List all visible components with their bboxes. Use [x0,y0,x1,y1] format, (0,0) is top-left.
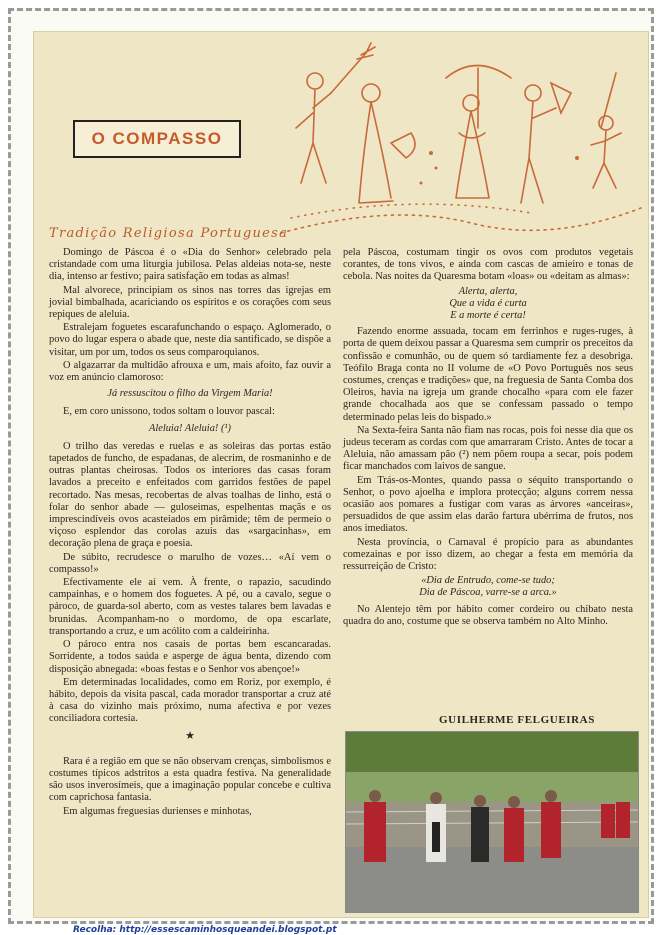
paragraph: Fazendo enorme assuada, tocam em ferrinhos e ruges-ruges, à porta de quem deixou passar a Quaresma sem cumprir os preceitos da confissão e comunhão, ou de quem só tardiamente fez a desobriga. Teófilo Braga conta no II volume de «O Povo Português nos seus costumes, crenças e tradições» que, na freguesia de Santa Comba dos Oleiros, havia na igreja um grande chocalho «para com ele fazer grande chocalhada aos que se confessam passado o tempo determinado pelas leis do bispado.» [343,326,633,423]
paragraph: Efectivamente ele aí vem. À frente, o rapazio, sacudindo campainhas, e o homem dos foguetes. A pé, ou a cavalo, segue o pároco, de guarda-sol aberto, com as vestes talares bem lavadas e brunidas. Acompanham-no o mordomo, de opa escarlate, transportando a cruz, e um acólito com a caldeirinha. [49,577,331,637]
paragraph: Em determinadas localidades, como em Roriz, por exemplo, é hábito, depois da visita pascal, cada morador transportar a cruz até à casa do vizinho mais próximo, numa afectiva e por vezes conciliadora cortesia. [49,676,331,725]
article-subtitle: Tradição Religiosa Portuguesa [49,226,289,241]
paragraph: Em Trás-os-Montes, quando passa o séquito transportando o Senhor, o povo ajoelha e implora protecção; alguns correm nessa ocasião aos pomares a fustigar com varas as árvores «anceiras», persuadidos de que assim elas darão fartura ubérrima de frutos, nos anos imediatos. [343,474,633,535]
paragraph: Na Sexta-feira Santa não fiam nas rocas, pois foi nesse dia que os judeus teceram as cordas com que amarraram Cristo. Antes de tocar a Aleluia, não amassam pão (²) nem põem roupa a secar, pois podem ficar manchados com laivos de sangue. [343,424,633,473]
article-left-column [49,247,331,819]
proclamation: Já ressuscitou o filho da Virgem Maria! [107,388,273,400]
paragraph: Domingo de Páscoa é o «Dia do Senhor» celebrado pela cristandade com uma liturgia jubilosa. Pelas aldeias nota-se, neste dia, intenso ar festivo; paira satisfação em todas as almas! [49,247,331,283]
verse-line: Dia de Páscoa, varre-se a arca.» [419,587,557,599]
section-title: O COMPASSO [73,120,241,158]
paragraph: Rara é a região em que se não observam crenças, simbolismos e costumes típicos adstritos a esta quadra festiva. Na generalidade são usos inverosímeis, que a imaginação popular concebe e cultiva com caprichosa fantasia. [49,755,331,804]
source-credit: Recolha: http://essescaminhosqueandei.blogspot.pt [73,925,337,935]
paragraph: pela Páscoa, costumam tingir os ovos com produtos vegetais corantes, de tons vivos, e ainda com cascas de amieiro e tonas de cebola. Nas noites da Quaresma botam «loas» ou «deitam as almas»: [343,247,633,283]
magazine-page [33,31,649,935]
paragraph: Em algumas freguesias durienses e minhotas, [63,805,252,817]
page-frame [8,8,654,935]
paragraph: O pároco entra nos casais de portas bem escancaradas. Sorridente, a todos saúda e asperge de água benta, dizendo com disposição abnegada: «boas festas e o Senhor vos abençoe!» [49,639,331,675]
procession-photo [345,731,639,913]
verse-line: E a morte é certa! [450,310,526,322]
verse-line: Que a vida é curta [449,297,527,309]
verse-quote [343,575,633,599]
section-divider: ★ [185,729,195,742]
article-right-column [343,247,633,629]
article-author: GUILHERME FELGUEIRAS [439,714,595,726]
verse-line: «Dia de Entrudo, come-se tudo; [421,575,555,587]
paragraph: De súbito, recrudesce o marulho de vozes… «Aí vem o compasso!» [49,551,331,575]
paragraph: Mal alvorece, principiam os sinos nas torres das igrejas em jovial bimbalhada, acariciando os espíritos e os corações com seus repiques de aleluia. [49,284,331,321]
verse-quote [343,286,633,323]
paragraph: No Alentejo têm por hábito comer cordeiro ou chibato nesta quadra do ano, costume que se observa também no Alto Minho. [343,603,633,627]
verse-line: Alerta, alerta, [458,285,518,297]
paragraph: Nesta província, o Carnaval é propício para as abundantes comezainas e por isso dizem, ao chegar a festa em memória da ressurreição de Cristo: [343,536,633,573]
procession-illustration [271,33,647,243]
paragraph: O trilho das veredas e ruelas e as soleiras das portas estão tapetados de funcho, de espadanas, de alecrim, de rosmaninho e de outras plantas cheirosas. Todos os interiores das casas foram lavados a preceito e enfeitados com garridos festões de papel recortado. Nas mesas, recobertas de alvas toalhas de linho, está o folar do senhor abade — guloseimas, espelhentas maçãs e os imprescindíveis ovos acasteiados em pirâmide; têm de permeio o viçoso esplendor das corolas azuis das «sargacinhas», em decoração plena de graça e poesia. [49,440,331,550]
proclamation: Aleluia! Aleluia! (¹) [149,422,231,434]
paragraph: Estralejam foguetes escarafunchando o espaço. Aglomerado, o povo do lugar espera o abade que, neste dia santificado, se dispõe a visitar, um por um, todos os seus comparoquianos. [49,322,331,358]
paragraph: O algazarrar da multidão afrouxa e um, mais afoito, faz ouvir a voz em anúncio clamoroso: [49,359,331,384]
paragraph: E, em coro unissono, todos soltam o louvor pascal: [63,406,275,418]
